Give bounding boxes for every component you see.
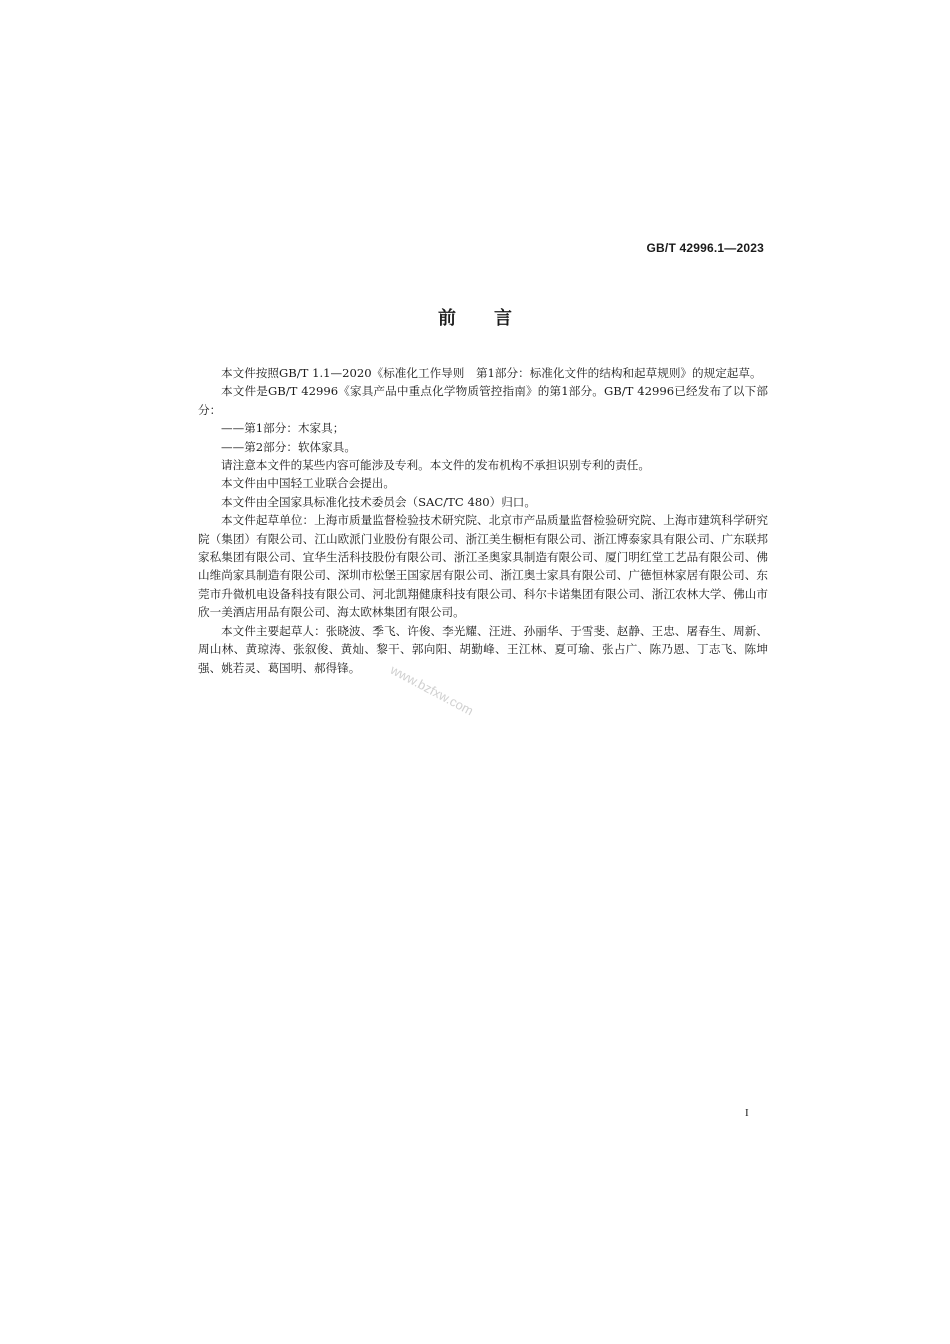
paragraph-patent-notice: 请注意本文件的某些内容可能涉及专利。本文件的发布机构不承担识别专利的责任。: [221, 458, 650, 473]
watermark: www.bzfxw.com: [387, 662, 477, 719]
paragraph-drafters: 本文件主要起草人：张晓波、季飞、许俊、李光耀、汪进、孙丽华、于雪斐、赵静、王忠、屠春生、周新、周山林、黄琼涛、张叙俊、黄灿、黎干、郭向阳、胡勤峰、王江林、夏可瑜、张占广、陈乃恩、丁志飞、陈坤强、姚若灵、葛国明、郝得锋。: [198, 623, 768, 675]
page-number: I: [745, 1107, 749, 1119]
list-item-part-2: ——第2部分：软体家具。: [221, 439, 356, 454]
list-item-part-1: ——第1部分：木家具；: [221, 421, 345, 436]
foreword-body: [198, 364, 768, 677]
paragraph-administered-by: 本文件由全国家具标准化技术委员会（SAC/TC 480）归口。: [221, 494, 536, 509]
page-title: 前言: [438, 308, 550, 329]
paragraph-drafting-units: 本文件起草单位：上海市质量监督检验技术研究院、北京市产品质量监督检验研究院、上海市建筑科学研究院（集团）有限公司、江山欧派门业股份有限公司、浙江美生橱柜有限公司、浙江博泰家具有限公司、广东联邦家私集团有限公司、宜华生活科技股份有限公司、浙江圣奥家具制造有限公司、厦门明红堂工艺品有限公司、佛山维尚家具制造有限公司、深圳市松堡王国家居有限公司、浙江奥士家具有限公司、广德恒林家居有限公司、东莞市升微机电设备科技有限公司、河北凯翔健康科技有限公司、科尔卡诺集团有限公司、浙江农林大学、佛山市欣一美酒店用品有限公司、海太欧林集团有限公司。: [198, 513, 768, 620]
standard-code: GB/T 42996.1—2023: [646, 241, 764, 255]
paragraph-drafting-rules: 本文件按照GB/T 1.1—2020《标准化工作导则 第1部分：标准化文件的结构和起草规则》的规定起草。: [221, 366, 762, 380]
paragraph-part-info: 本文件是GB/T 42996《家具产品中重点化学物质管控指南》的第1部分。GB/T 42996已经发布了以下部分：: [198, 384, 768, 417]
paragraph-proposed-by: 本文件由中国轻工业联合会提出。: [221, 476, 395, 491]
